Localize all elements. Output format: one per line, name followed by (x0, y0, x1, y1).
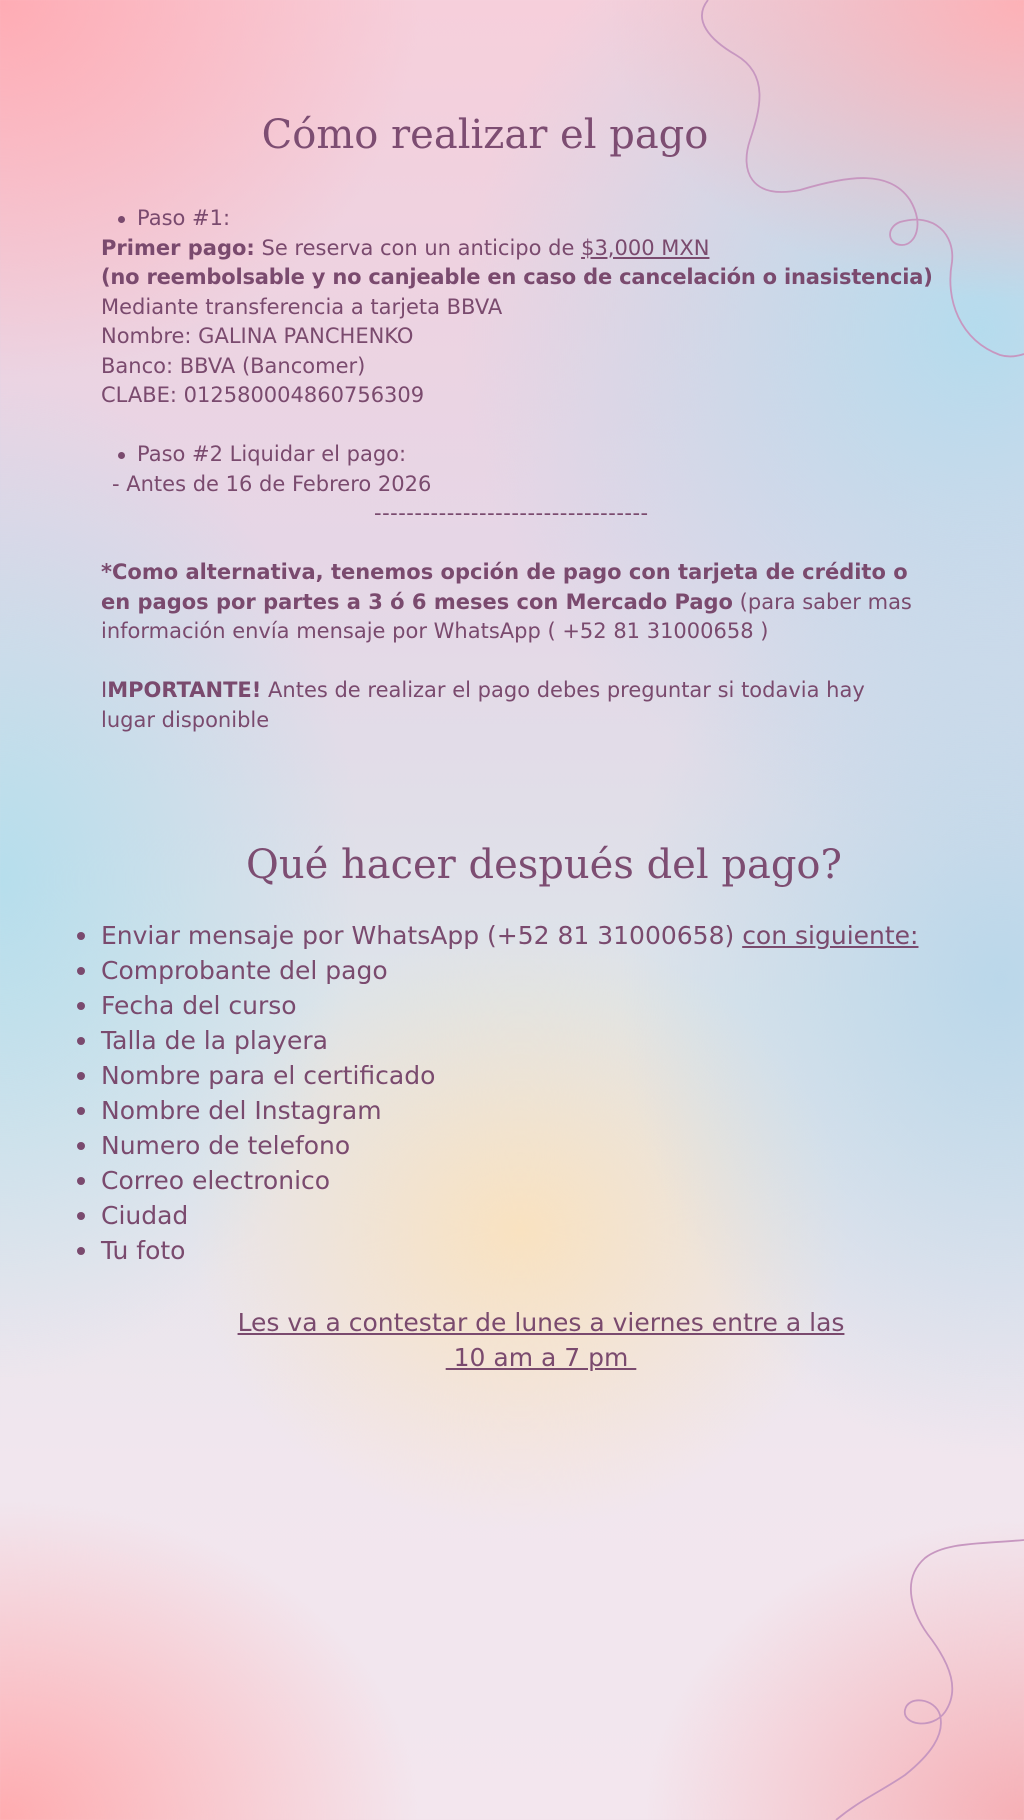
list-item (101, 918, 961, 953)
important-text: Antes de realizar el pago debes preguntar si todavia hay lugar disponible (101, 678, 865, 732)
swirl-decoration-bottom (820, 1530, 1024, 1820)
important-label: MPORTANTE! (107, 678, 262, 702)
schedule-line-1: Les va a contestar de lunes a viernes entre a las (237, 1308, 845, 1337)
schedule-line-2: 10 am a 7 pm (445, 1343, 637, 1372)
list-item: Nombre para el certificado (101, 1058, 961, 1093)
non-refundable-note: (no reembolsable y no canjeable en caso de cancelación o inasistencia) (101, 265, 933, 289)
first-payment-line (101, 234, 921, 264)
first-payment-label: Primer pago: (101, 235, 255, 260)
list-item: Ciudad (101, 1198, 961, 1233)
after-payment-section-title: Qué hacer después del pago? (246, 842, 842, 888)
first-payment-text: Se reserva con un anticipo de (261, 235, 575, 260)
important-prefix: I (101, 678, 108, 702)
list-item: Nombre del Instagram (101, 1093, 961, 1128)
whatsapp-instruction: Enviar mensaje por WhatsApp (+52 81 31000658) (101, 921, 735, 950)
alternative-payment-note (101, 558, 921, 647)
list-item: Numero de telefono (101, 1128, 961, 1163)
alternative-payment-rest: (para saber mas información envía mensaje por WhatsApp ( +52 81 31000658 ) (101, 589, 912, 643)
after-payment-list (101, 918, 961, 1268)
with-following-link: con siguiente: (742, 921, 919, 950)
step2-deadline: - Antes de 16 de Febrero 2026 (112, 471, 432, 496)
transfer-line: Mediante transferencia a tarjeta BBVA (101, 294, 503, 319)
payment-instructions (101, 204, 933, 735)
step2-label: Paso #2 Liquidar el pago: (101, 440, 921, 470)
bank-line: Banco: BBVA (Bancomer) (101, 353, 366, 378)
list-item: Correo electronico (101, 1163, 961, 1198)
schedule-note (29, 1305, 1024, 1375)
account-name-line: Nombre: GALINA PANCHENKO (101, 324, 414, 348)
list-item: Talla de la playera (101, 1023, 961, 1058)
important-note (101, 676, 921, 735)
clabe-line: CLABE: 012580004860756309 (101, 383, 425, 407)
step1-label: Paso #1: (101, 204, 921, 234)
payment-section-title: Cómo realizar el pago (261, 112, 709, 158)
list-item: Comprobante del pago (101, 953, 961, 988)
list-item: Tu foto (101, 1233, 961, 1268)
divider: ---------------------------------- (374, 501, 649, 525)
deposit-amount: $3,000 MXN (581, 235, 710, 260)
list-item: Fecha del curso (101, 988, 961, 1023)
alternative-payment-bold: *Como alternativa, tenemos opción de pago con tarjeta de crédito o en pagos por partes a 3 ó 6 meses con Mercado Pago (101, 560, 908, 614)
